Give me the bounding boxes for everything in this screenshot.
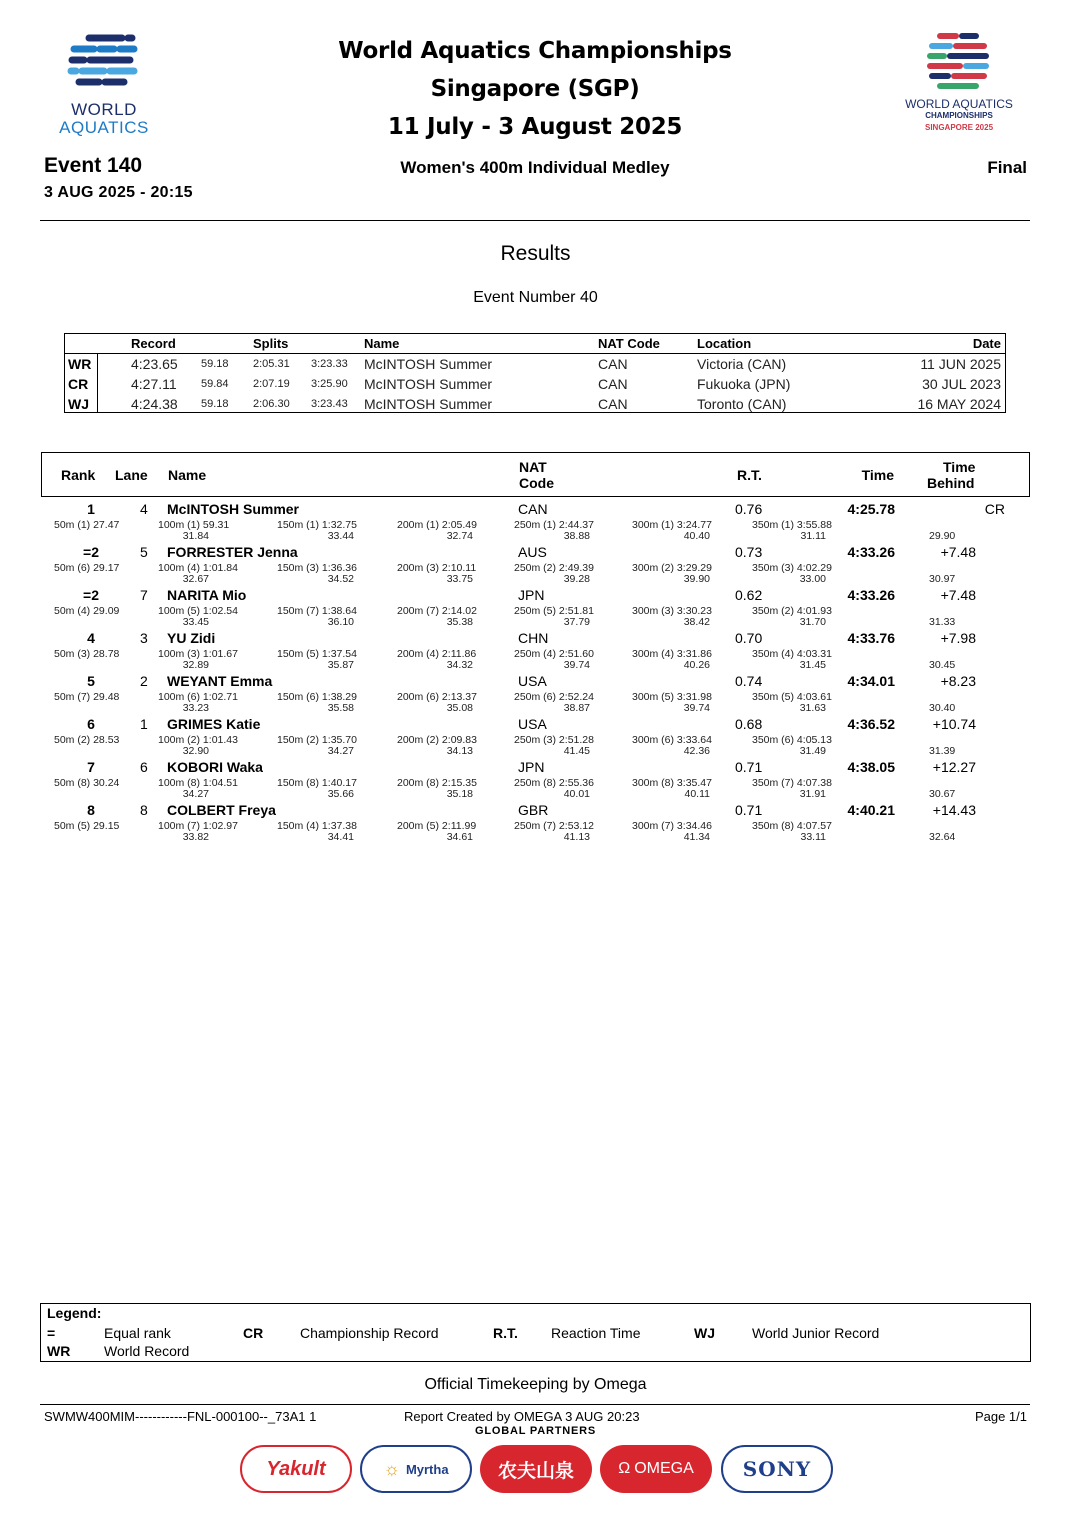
split-lap-final: 31.33 <box>929 616 956 628</box>
athlete-lane: 3 <box>140 630 148 646</box>
athlete-time-behind: +7.48 <box>940 544 976 560</box>
athlete-rt: 0.76 <box>735 501 763 517</box>
rec-time: 4:24.38 <box>131 396 178 412</box>
athlete-rank: 6 <box>87 716 95 732</box>
athlete-time: 4:33.26 <box>847 544 895 560</box>
rec-code: WJ <box>68 396 89 412</box>
legend-code-wr: WR <box>47 1343 71 1359</box>
title-line-2: Singapore (SGP) <box>430 76 640 102</box>
athlete-lane: 1 <box>140 716 148 732</box>
split-cumulative: 150m (2) 1:35.70 <box>277 734 357 746</box>
split-cumulative: 200m (8) 2:15.35 <box>397 777 477 789</box>
athlete-rank: 8 <box>87 802 95 818</box>
global-partners-label: GLOBAL PARTNERS <box>475 1425 596 1437</box>
split-lap: 34.41 <box>327 831 354 843</box>
split-cumulative: 100m (6) 1:02.71 <box>158 691 238 703</box>
athlete-rt: 0.71 <box>735 802 763 818</box>
split-cumulative: 300m (5) 3:31.98 <box>632 691 712 703</box>
split-lap: 33.00 <box>799 573 826 585</box>
split-cumulative: 100m (2) 1:01.43 <box>158 734 238 746</box>
split-cumulative: 250m (1) 2:44.37 <box>514 519 594 531</box>
col-lane: Lane <box>115 467 148 483</box>
split-cumulative: 300m (3) 3:30.23 <box>632 605 712 617</box>
result-row <box>41 628 1030 671</box>
legend-desc-wr: World Record <box>104 1343 190 1359</box>
athlete-time: 4:34.01 <box>847 673 895 689</box>
rec-nat: CAN <box>598 376 628 392</box>
sponsor-myrtha-text: Myrtha <box>405 1461 449 1477</box>
rec-split-1: 59.84 <box>201 378 229 390</box>
athlete-rank: 7 <box>87 759 95 775</box>
split-lap: 33.23 <box>182 702 209 714</box>
split-cumulative: 200m (6) 2:13.37 <box>397 691 477 703</box>
split-lap: 32.74 <box>446 530 473 542</box>
split-lap: 34.32 <box>446 659 473 671</box>
split-cumulative: 350m (1) 3:55.88 <box>752 519 832 531</box>
athlete-lane: 6 <box>140 759 148 775</box>
athlete-rank: =2 <box>83 587 99 603</box>
rec-split-3: 3:23.43 <box>311 398 348 410</box>
athlete-nat: JPN <box>518 587 545 603</box>
split-cumulative: 250m (4) 2:51.60 <box>514 648 594 660</box>
split-cumulative: 50m (5) 29.15 <box>54 820 120 832</box>
split-lap: 32.89 <box>182 659 209 671</box>
rec-split-2: 2:06.30 <box>253 398 290 410</box>
split-lap: 34.13 <box>446 745 473 757</box>
split-cumulative: 350m (2) 4:01.93 <box>752 605 832 617</box>
result-row <box>41 585 1030 628</box>
split-cumulative: 200m (5) 2:11.99 <box>397 820 477 832</box>
split-lap: 39.74 <box>683 702 710 714</box>
records-header-divider <box>65 353 1005 354</box>
result-row <box>41 757 1030 800</box>
split-lap: 33.44 <box>327 530 354 542</box>
athlete-time: 4:25.78 <box>847 501 895 517</box>
split-cumulative: 250m (6) 2:52.24 <box>514 691 594 703</box>
split-cumulative: 150m (8) 1:40.17 <box>277 777 357 789</box>
athlete-nat: JPN <box>518 759 545 775</box>
record-row <box>65 375 1005 395</box>
col-nat-1: NAT <box>519 459 547 475</box>
athlete-lane: 4 <box>140 501 148 517</box>
split-lap: 39.74 <box>563 659 590 671</box>
legend-code-rt: R.T. <box>493 1325 518 1341</box>
split-cumulative: 100m (8) 1:04.51 <box>158 777 238 789</box>
athlete-rank: 5 <box>87 673 95 689</box>
omega-icon: Ω <box>618 1460 631 1477</box>
split-lap: 31.91 <box>799 788 826 800</box>
split-cumulative: 300m (7) 3:34.46 <box>632 820 712 832</box>
split-lap: 37.79 <box>563 616 590 628</box>
split-lap: 35.08 <box>446 702 473 714</box>
championships-logo <box>888 30 1030 140</box>
athlete-nat: USA <box>518 673 547 689</box>
athlete-name: McINTOSH Summer <box>167 501 299 517</box>
athlete-rt: 0.68 <box>735 716 763 732</box>
split-cumulative: 150m (7) 1:38.64 <box>277 605 357 617</box>
world-aquatics-waves-icon <box>44 30 164 98</box>
sponsor-sony-logo <box>721 1445 833 1493</box>
col-nat-2: Code <box>519 475 554 491</box>
footer-divider <box>40 1404 1030 1405</box>
event-number-subheading: Event Number 40 <box>473 289 598 306</box>
legend-desc-wj: World Junior Record <box>752 1325 880 1341</box>
athlete-time: 4:38.05 <box>847 759 895 775</box>
athlete-lane: 2 <box>140 673 148 689</box>
split-lap: 35.66 <box>327 788 354 800</box>
records-header-nat: NAT Code <box>598 336 660 351</box>
split-lap: 41.45 <box>563 745 590 757</box>
title-line-3: 11 July - 3 August 2025 <box>387 114 683 140</box>
split-lap: 33.75 <box>446 573 473 585</box>
split-lap: 32.67 <box>182 573 209 585</box>
split-cumulative: 50m (7) 29.48 <box>54 691 120 703</box>
legend-desc-cr: Championship Record <box>300 1325 439 1341</box>
split-cumulative: 200m (4) 2:11.86 <box>397 648 477 660</box>
rec-name: McINTOSH Summer <box>364 376 493 392</box>
records-header-location: Location <box>697 336 752 351</box>
athlete-name: FORRESTER Jenna <box>167 544 298 560</box>
champ-logo-text-3: SINGAPORE 2025 <box>924 123 994 132</box>
col-rt: R.T. <box>737 467 762 483</box>
split-cumulative: 50m (3) 28.78 <box>54 648 120 660</box>
rec-time: 4:23.65 <box>131 356 178 372</box>
split-cumulative: 150m (5) 1:37.54 <box>277 648 357 660</box>
athlete-lane: 8 <box>140 802 148 818</box>
results-table-header <box>41 452 1030 497</box>
athlete-time-behind: +14.43 <box>932 802 976 818</box>
header-divider <box>40 220 1030 221</box>
athlete-name: YU Zidi <box>167 630 216 646</box>
split-cumulative: 100m (5) 1:02.54 <box>158 605 238 617</box>
athlete-time-behind: +8.23 <box>940 673 976 689</box>
athlete-time: 4:40.21 <box>847 802 895 818</box>
rec-location: Fukuoka (JPN) <box>697 376 791 392</box>
athlete-name: KOBORI Waka <box>167 759 263 775</box>
athlete-time-behind: +12.27 <box>932 759 976 775</box>
split-cumulative: 250m (3) 2:51.28 <box>514 734 594 746</box>
athlete-name: NARITA Mio <box>167 587 247 603</box>
split-lap: 36.10 <box>327 616 354 628</box>
split-cumulative: 100m (3) 1:01.67 <box>158 648 238 660</box>
split-cumulative: 200m (3) 2:10.11 <box>397 562 477 574</box>
split-cumulative: 50m (8) 30.24 <box>54 777 120 789</box>
rec-date: 11 JUN 2025 <box>920 356 1001 372</box>
split-cumulative: 150m (1) 1:32.75 <box>277 519 357 531</box>
result-row <box>41 542 1030 585</box>
title-line-1: World Aquatics Championships <box>338 38 732 64</box>
championship-title <box>300 32 770 146</box>
athlete-rt: 0.74 <box>735 673 763 689</box>
split-lap: 35.18 <box>446 788 473 800</box>
athlete-time-behind: +7.48 <box>940 587 976 603</box>
split-lap: 40.11 <box>684 788 710 800</box>
split-lap: 41.34 <box>683 831 710 843</box>
split-cumulative: 50m (2) 28.53 <box>54 734 120 746</box>
rec-date: 30 JUL 2023 <box>922 376 1001 392</box>
event-datetime: 3 AUG 2025 - 20:15 <box>44 184 193 201</box>
split-cumulative: 50m (6) 29.17 <box>54 562 120 574</box>
split-lap: 38.42 <box>683 616 710 628</box>
split-lap: 35.58 <box>327 702 354 714</box>
logo-text-aquatics: AQUATICS <box>59 118 149 137</box>
athlete-lane: 5 <box>140 544 148 560</box>
split-cumulative: 350m (4) 4:03.31 <box>752 648 832 660</box>
result-row <box>41 714 1030 757</box>
split-lap: 41.13 <box>563 831 590 843</box>
legend-code-wj: WJ <box>694 1325 715 1341</box>
split-cumulative: 50m (4) 29.09 <box>54 605 120 617</box>
sponsor-sony-text: SONY <box>742 1457 812 1481</box>
record-row <box>65 355 1005 375</box>
result-row <box>41 800 1030 843</box>
split-cumulative: 100m (1) 59.31 <box>158 519 230 531</box>
col-time: Time <box>861 467 894 483</box>
rec-time: 4:27.11 <box>131 376 177 392</box>
athlete-rank: 1 <box>87 501 95 517</box>
athlete-nat: CAN <box>518 501 548 517</box>
split-cumulative: 300m (6) 3:33.64 <box>632 734 712 746</box>
logo-text-world: WORLD <box>71 100 137 119</box>
split-cumulative: 250m (8) 2:55.36 <box>514 777 594 789</box>
split-lap: 35.38 <box>446 616 473 628</box>
records-header-date: Date <box>972 336 1001 351</box>
split-cumulative: 250m (5) 2:51.81 <box>514 605 594 617</box>
sponsor-myrtha-logo <box>360 1445 472 1493</box>
rec-split-3: 3:23.33 <box>311 358 348 370</box>
split-lap: 34.27 <box>182 788 209 800</box>
athlete-name: COLBERT Freya <box>167 802 276 818</box>
page-number: Page 1/1 <box>974 1409 1027 1424</box>
split-lap: 31.49 <box>799 745 826 757</box>
rec-name: McINTOSH Summer <box>364 396 493 412</box>
split-lap: 40.26 <box>683 659 710 671</box>
split-lap: 38.88 <box>563 530 590 542</box>
split-lap-final: 31.39 <box>929 745 956 757</box>
legend-desc-rt: Reaction Time <box>551 1325 641 1341</box>
split-lap: 39.90 <box>683 573 710 585</box>
rec-nat: CAN <box>598 396 628 412</box>
split-cumulative: 150m (6) 1:38.29 <box>277 691 357 703</box>
athlete-record: CR <box>984 501 1005 517</box>
split-lap-final: 30.45 <box>929 659 956 671</box>
col-rank: Rank <box>61 467 96 483</box>
athlete-nat: AUS <box>518 544 547 560</box>
split-cumulative: 300m (8) 3:35.47 <box>632 777 712 789</box>
split-lap: 31.63 <box>799 702 826 714</box>
legend-title: Legend: <box>47 1305 102 1321</box>
split-lap: 35.87 <box>327 659 354 671</box>
timekeeping-note: Official Timekeeping by Omega <box>424 1376 647 1393</box>
split-cumulative: 100m (7) 1:02.97 <box>158 820 238 832</box>
sponsor-yakult-logo <box>240 1445 352 1493</box>
split-lap: 39.28 <box>563 573 590 585</box>
records-table <box>64 333 1006 413</box>
split-cumulative: 300m (4) 3:31.86 <box>632 648 712 660</box>
rec-name: McINTOSH Summer <box>364 356 493 372</box>
split-cumulative: 150m (3) 1:36.36 <box>277 562 357 574</box>
rec-date: 16 MAY 2024 <box>917 396 1001 412</box>
split-cumulative: 350m (7) 4:07.38 <box>752 777 832 789</box>
col-behind-1: Time <box>943 459 976 475</box>
split-lap: 38.87 <box>563 702 590 714</box>
athlete-time: 4:33.76 <box>847 630 895 646</box>
athlete-nat: CHN <box>518 630 549 646</box>
athlete-lane: 7 <box>140 587 148 603</box>
legend-code-cr: CR <box>243 1325 264 1341</box>
records-header-name: Name <box>364 336 400 351</box>
split-cumulative: 50m (1) 27.47 <box>54 519 120 531</box>
split-lap: 33.45 <box>182 616 209 628</box>
sponsor-nongfu-text: 农夫山泉 <box>497 1460 574 1482</box>
split-lap-final: 30.97 <box>929 573 956 585</box>
split-cumulative: 250m (7) 2:53.12 <box>514 820 594 832</box>
split-lap: 40.01 <box>563 788 590 800</box>
split-lap-final: 30.67 <box>929 788 956 800</box>
sun-icon: ☼ <box>383 1458 400 1479</box>
split-lap-final: 32.64 <box>929 831 956 843</box>
athlete-rt: 0.62 <box>735 587 763 603</box>
sponsor-nongfu-logo <box>480 1445 592 1493</box>
rec-location: Victoria (CAN) <box>697 356 787 372</box>
rec-split-2: 2:05.31 <box>253 358 290 370</box>
rec-split-1: 59.18 <box>201 358 229 370</box>
rec-split-1: 59.18 <box>201 398 229 410</box>
records-header-record: Record <box>131 336 176 351</box>
rec-split-3: 3:25.90 <box>311 378 348 390</box>
split-cumulative: 350m (6) 4:05.13 <box>752 734 832 746</box>
legend-box <box>40 1303 1031 1362</box>
split-cumulative: 250m (2) 2:49.39 <box>514 562 594 574</box>
event-phase: Final <box>987 158 1027 177</box>
champ-logo-text-2: CHAMPIONSHIPS <box>925 111 993 120</box>
rec-split-2: 2:07.19 <box>253 378 290 390</box>
split-lap: 34.52 <box>327 573 354 585</box>
split-lap: 34.27 <box>327 745 354 757</box>
split-cumulative: 200m (7) 2:14.02 <box>397 605 477 617</box>
event-number-label: Event 140 <box>44 154 143 177</box>
athlete-rt: 0.73 <box>735 544 763 560</box>
legend-desc-equal: Equal rank <box>104 1325 171 1341</box>
records-header-splits: Splits <box>253 336 289 351</box>
report-created: Report Created by OMEGA 3 AUG 20:23 <box>404 1409 640 1424</box>
col-name: Name <box>168 467 207 483</box>
champ-logo-text-1: WORLD AQUATICS <box>905 97 1013 111</box>
split-lap: 32.90 <box>182 745 209 757</box>
split-lap: 40.40 <box>683 530 710 542</box>
split-cumulative: 100m (4) 1:01.84 <box>158 562 238 574</box>
rec-code: WR <box>68 356 92 372</box>
split-cumulative: 300m (2) 3:29.29 <box>632 562 712 574</box>
split-cumulative: 200m (2) 2:09.83 <box>397 734 477 746</box>
championships-waves-icon <box>888 30 1030 94</box>
split-lap-final: 29.90 <box>929 530 956 542</box>
split-lap: 33.11 <box>800 831 826 843</box>
split-lap: 31.11 <box>800 530 826 542</box>
sponsor-omega-text: OMEGA <box>634 1460 694 1477</box>
world-aquatics-logo <box>44 30 164 140</box>
col-behind-2: Behind <box>927 475 975 491</box>
split-cumulative: 300m (1) 3:24.77 <box>632 519 712 531</box>
split-lap: 42.36 <box>683 745 710 757</box>
result-row <box>41 671 1030 714</box>
rec-nat: CAN <box>598 356 628 372</box>
rec-code: CR <box>68 376 89 392</box>
athlete-time-behind: +7.98 <box>940 630 976 646</box>
split-lap: 34.61 <box>446 831 473 843</box>
athlete-time: 4:33.26 <box>847 587 895 603</box>
split-lap: 31.84 <box>182 530 209 542</box>
split-lap: 33.82 <box>182 831 209 843</box>
athlete-nat: USA <box>518 716 547 732</box>
report-code: SWMW400MIM------------FNL-000100--_73A1 1 <box>44 1409 317 1424</box>
split-lap-final: 30.40 <box>929 702 956 714</box>
athlete-time: 4:36.52 <box>847 716 895 732</box>
event-name: Women's 400m Individual Medley <box>400 158 670 177</box>
split-cumulative: 350m (5) 4:03.61 <box>752 691 832 703</box>
athlete-rt: 0.71 <box>735 759 763 775</box>
legend-code-equal: = <box>47 1325 56 1341</box>
split-cumulative: 200m (1) 2:05.49 <box>397 519 477 531</box>
results-heading: Results <box>500 242 571 265</box>
split-lap: 31.45 <box>799 659 826 671</box>
sponsor-yakult-text: Yakult <box>266 1457 326 1480</box>
athlete-name: WEYANT Emma <box>167 673 273 689</box>
sponsor-omega-logo <box>600 1445 712 1493</box>
result-row <box>41 499 1030 542</box>
split-lap: 31.70 <box>799 616 826 628</box>
split-cumulative: 350m (8) 4:07.57 <box>752 820 832 832</box>
athlete-rank: =2 <box>83 544 99 560</box>
athlete-rt: 0.70 <box>735 630 763 646</box>
split-cumulative: 350m (3) 4:02.29 <box>752 562 832 574</box>
athlete-nat: GBR <box>518 802 549 818</box>
athlete-name: GRIMES Katie <box>167 716 261 732</box>
athlete-time-behind: +10.74 <box>932 716 976 732</box>
rec-location: Toronto (CAN) <box>697 396 787 412</box>
athlete-rank: 4 <box>87 630 95 646</box>
split-cumulative: 150m (4) 1:37.38 <box>277 820 357 832</box>
record-row <box>65 395 1005 415</box>
